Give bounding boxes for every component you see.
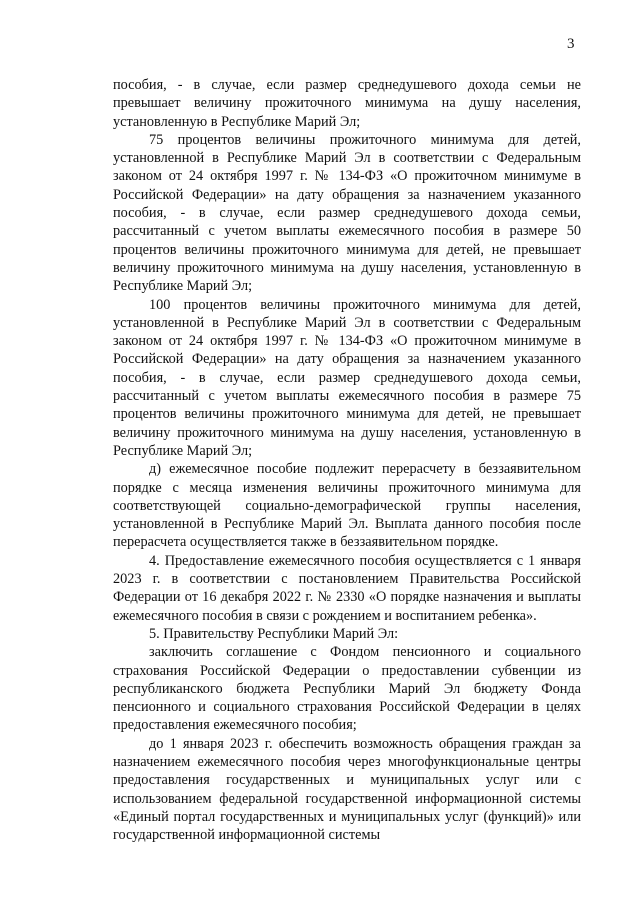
paragraph-100-percent: 100 процентов величины прожиточного минимума для детей, установленной в Республике Марий Эл в соответствии с Федеральным законом от 24 октября 1997 г. № 134-ФЗ «О прожиточном минимуме в Российской Федерации» на дату обращения за назначением указанного пособия, - в случае, если размер среднедушевого дохода семьи, рассчитанный с учетом выплаты ежемесячного пособия в размере 75 процентов величины прожиточного минимума для детей, не превышает величину прожиточного минимума на душу населения, установленную в Республике Марий Эл; xyxy=(113,296,581,459)
page-number: 3 xyxy=(567,36,575,52)
paragraph-75-percent: 75 процентов величины прожиточного минимума для детей, установленной в Республике Марий Эл в соответствии с Федеральным законом от 24 октября 1997 г. № 134-ФЗ «О прожиточном минимуме в Российской Федерации» на дату обращения за назначением указанного пособия, - в случае, если размер среднедушевого дохода семьи, рассчитанный с учетом выплаты ежемесячного пособия в размере 50 процентов величины прожиточного минимума для детей, не превышает величину прожиточного минимума на душу населения, установленную в Республике Марий Эл; xyxy=(113,131,581,295)
paragraph-item-4: 4. Предоставление ежемесячного пособия осуществляется с 1 января 2023 г. в соответствии с постановлением Правительства Российской Федерации от 16 декабря 2022 г. № 2330 «О порядке назначения и выплаты ежемесячного пособия в связи с рождением и воспитанием ребенка». xyxy=(113,552,581,624)
paragraph-deadline: до 1 января 2023 г. обеспечить возможность обращения граждан за назначением ежемесячного пособия через многофункциональные центры предоставления государственных и муниципальных услуг или с использованием федеральной государственной информационной системы «Единый портал государственных и муниципальных услуг (функций)» или государственной информационной системы xyxy=(113,735,581,844)
paragraph-agreement: заключить соглашение с Фондом пенсионного и социального страхования Российской Федерации о предоставлении субвенции из республиканского бюджета Республики Марий Эл бюджету Фонда пенсионного и социального страхования Российской Федерации в целях предоставления ежемесячного пособия; xyxy=(113,644,581,734)
paragraph-subitem-d: д) ежемесячное пособие подлежит перерасчету в беззаявительном порядке с месяца изменения величины прожиточного минимума для соответствующей социально-демографической группы населения, установленной в Республике Марий Эл. Выплата данного пособия после перерасчета осуществляется также в беззаявительном порядке. xyxy=(113,461,581,551)
paragraph-continuation: пособия, - в случае, если размер среднедушевого дохода семьи не превышает величину прожиточного минимума на душу населения, установленную в Республике Марий Эл; xyxy=(113,77,581,130)
document-body xyxy=(113,76,581,844)
paragraph-item-5: 5. Правительству Республики Марий Эл: xyxy=(149,625,399,642)
